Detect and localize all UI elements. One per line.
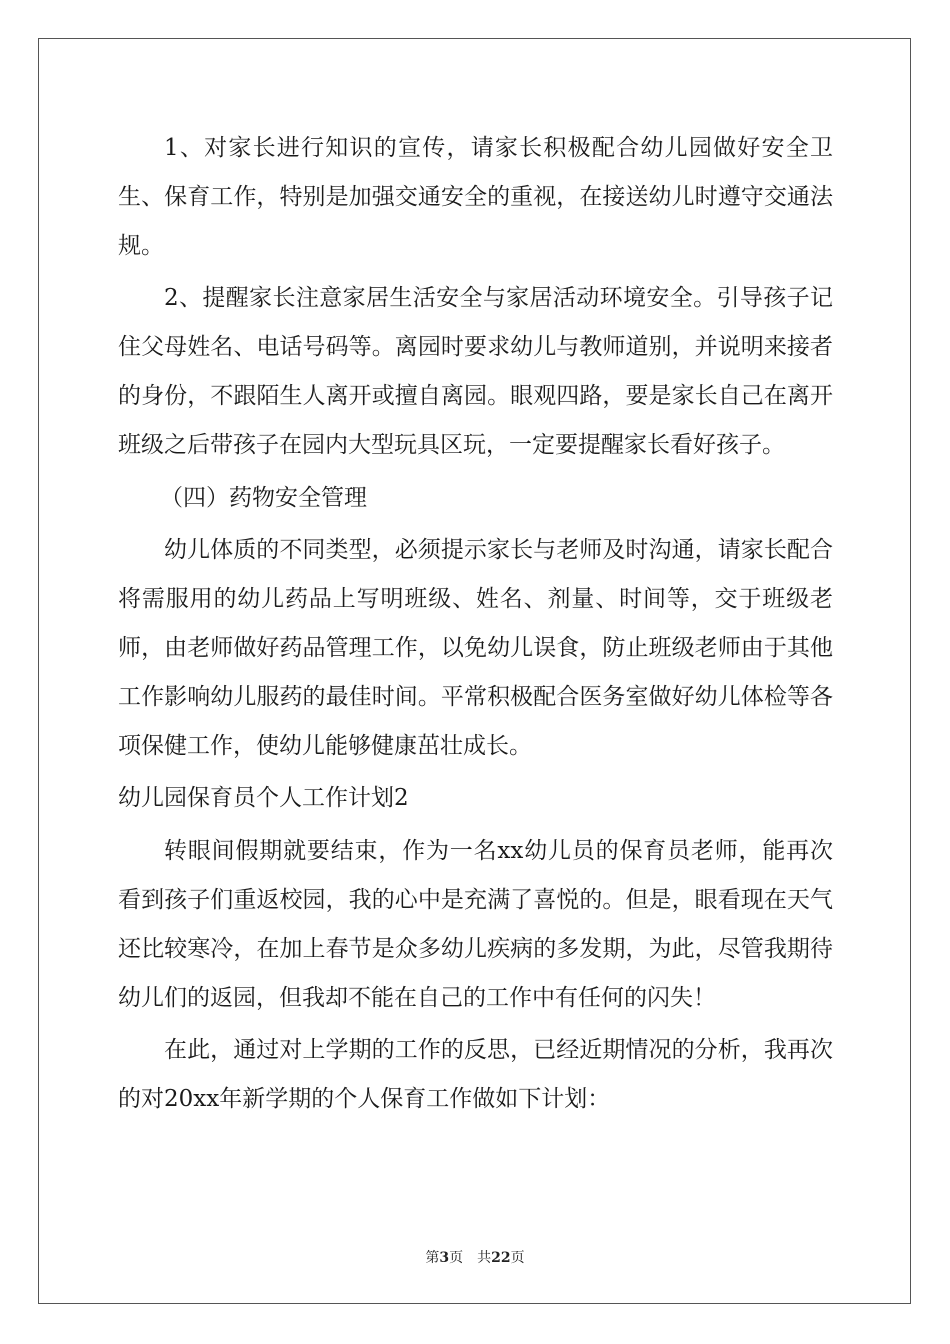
paragraph-medicine-management: 幼儿体质的不同类型，必须提示家长与老师及时沟通，请家长配合将需服用的幼儿药品上写明班级、姓名、剂量、时间等，交于班级老师，由老师做好药品管理工作，以免幼儿误食，防止班级老师由于其他工作影响幼儿服药的最佳时间。平常积极配合医务室做好幼儿体检等各项保健工作，使幼儿能够健康茁壮成长。 [118,537,833,759]
footer-total-suffix: 页 [510,1250,525,1266]
paragraph-new-term-intro: 转眼间假期就要结束，作为一名xx幼儿员的保育员老师，能再次看到孩子们重返校园，我的心中是充满了喜悦的。但是，眼看现在天气还比较寒冷，在加上春节是众多幼儿疾病的多发期，为此，尽管我期待幼儿们的返园，但我却不能在自己的工作中有任何的闪失！ [118,838,833,1011]
footer-total-prefix: 共 [477,1250,492,1266]
section-heading-medicine-safety: （四）药物安全管理 [160,484,367,511]
footer-page-number: 3 [439,1250,450,1266]
page-footer [0,1247,950,1267]
footer-total-pages: 22 [491,1250,511,1266]
footer-prefix: 第 [425,1250,440,1266]
paragraph-parent-publicity: 1、对家长进行知识的宣传，请家长积极配合幼儿园做好安全卫生、保育工作，特别是加强交通安全的重视，在接送幼儿时遵守交通法规。 [118,135,833,259]
footer-page-suffix: 页 [449,1250,464,1266]
document-body [118,124,833,1128]
document-title-plan-2: 幼儿园保育员个人工作计划2 [118,785,409,812]
paragraph-plan-lead-in: 在此，通过对上学期的工作的反思，已经近期情况的分析，我再次的对20xx年新学期的个人保育工作做如下计划： [118,1037,833,1113]
paragraph-home-safety: 2、提醒家长注意家居生活安全与家居活动环境安全。引导孩子记住父母姓名、电话号码等。离园时要求幼儿与教师道别，并说明来接者的身份，不跟陌生人离开或擅自离园。眼观四路，要是家长自己在离开班级之后带孩子在园内大型玩具区玩，一定要提醒家长看好孩子。 [118,285,833,458]
